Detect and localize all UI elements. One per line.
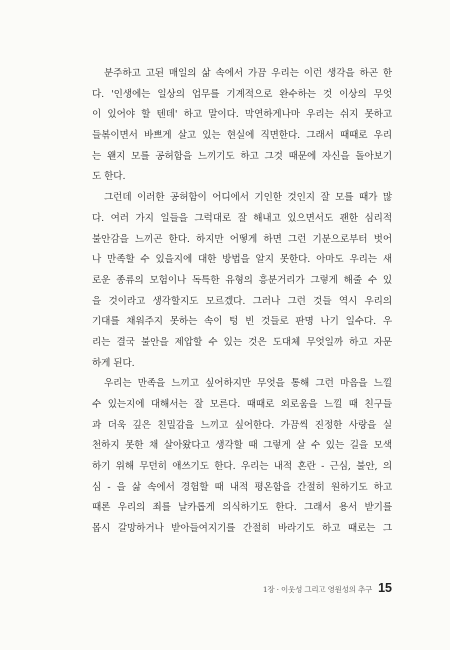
text-line: 다. 여러 가지 일들을 그럭대로 잘 해내고 있으면서도 괜한 심리적 — [92, 212, 392, 224]
text-line: 과 더욱 깊은 친밀감을 느끼고 싶어한다. 가끔씩 진정한 사랑을 실 — [92, 419, 392, 431]
text-line: 들볶이면서 바쁘게 살고 있는 현실에 직면한다. 그래서 때때로 우리 — [92, 130, 392, 142]
text-line: 심 - 을 삶 속에서 경험할 때 내적 평온함을 간절히 원하기도 하고 — [92, 481, 392, 493]
text-line: 는 왠지 모를 공허함을 느끼기도 하고 그것 때문에 자신을 돌아보기 — [92, 150, 392, 162]
page-footer — [263, 581, 392, 595]
text-line: 우리는 만족을 느끼고 싶어하지만 무엇을 통해 그런 마음을 느낄 — [104, 378, 392, 390]
text-line: 이 있어야 할 텐데' 하고 말이다. 막연하게나마 우리는 쉬지 못하고 — [92, 109, 392, 121]
page-number: 15 — [378, 581, 392, 595]
text-line: 분주하고 고된 매일의 삶 속에서 가끔 우리는 이런 생각을 하곤 한 — [104, 68, 392, 79]
text-line: 하기 위해 무던히 애쓰기도 한다. 우리는 내적 혼란 - 근심, 불안, 의 — [92, 461, 392, 473]
text-line: 때론 우리의 죄를 날카롭게 의식하기도 한다. 그래서 용서 받기를 — [92, 502, 392, 514]
paragraph-3 — [92, 374, 392, 540]
running-footer-chapter: 1장 · 이웃성 그리고 영원성의 추구 — [262, 585, 373, 594]
text-line: 불안감을 느끼곤 한다. 하지만 어떻게 하면 그런 기분으로부터 벗어 — [92, 233, 392, 245]
text-line: 기대를 채워주지 못하는 속이 텅 빈 것들로 판명 나기 일수다. 우 — [92, 316, 392, 328]
text-line: 그런데 이러한 공허함이 어디에서 기인한 것인지 잘 모를 때가 많 — [104, 192, 392, 204]
text-line: 리는 결국 불안을 제압할 수 있는 것은 도대체 무엇일까 하고 자문 — [92, 336, 392, 348]
text-line: 천하지 못한 채 살아왔다고 생각할 때 그렇게 살 수 있는 길을 모색 — [92, 440, 392, 452]
text-line: 도 한다. — [92, 171, 126, 183]
text-line: 을 것이라고 생각할지도 모르겠다. 그러나 그런 것들 역시 우리의 — [92, 295, 392, 307]
text-line: 다. '인생에는 일상의 업무를 기계적으로 완수하는 것 이상의 무엇 — [92, 88, 392, 100]
paragraph-1 — [92, 64, 392, 188]
text-line: 로운 종류의 모험이나 독특한 유형의 흥분거리가 그렇게 해줄 수 있 — [92, 274, 392, 286]
paragraph-2 — [92, 188, 392, 374]
text-line: 수 있는지에 대해서는 잘 모른다. 때때로 외로움을 느낄 때 친구들 — [92, 399, 392, 410]
body-text — [92, 64, 392, 540]
text-line: 몹시 갈망하거나 받아들여지기를 간절히 바라기도 하고 때로는 그 — [92, 523, 392, 535]
text-line: 나 만족할 수 있을지에 대한 방법을 알지 못한다. 아마도 우리는 새 — [92, 254, 392, 266]
text-line: 하게 된다. — [92, 357, 135, 369]
